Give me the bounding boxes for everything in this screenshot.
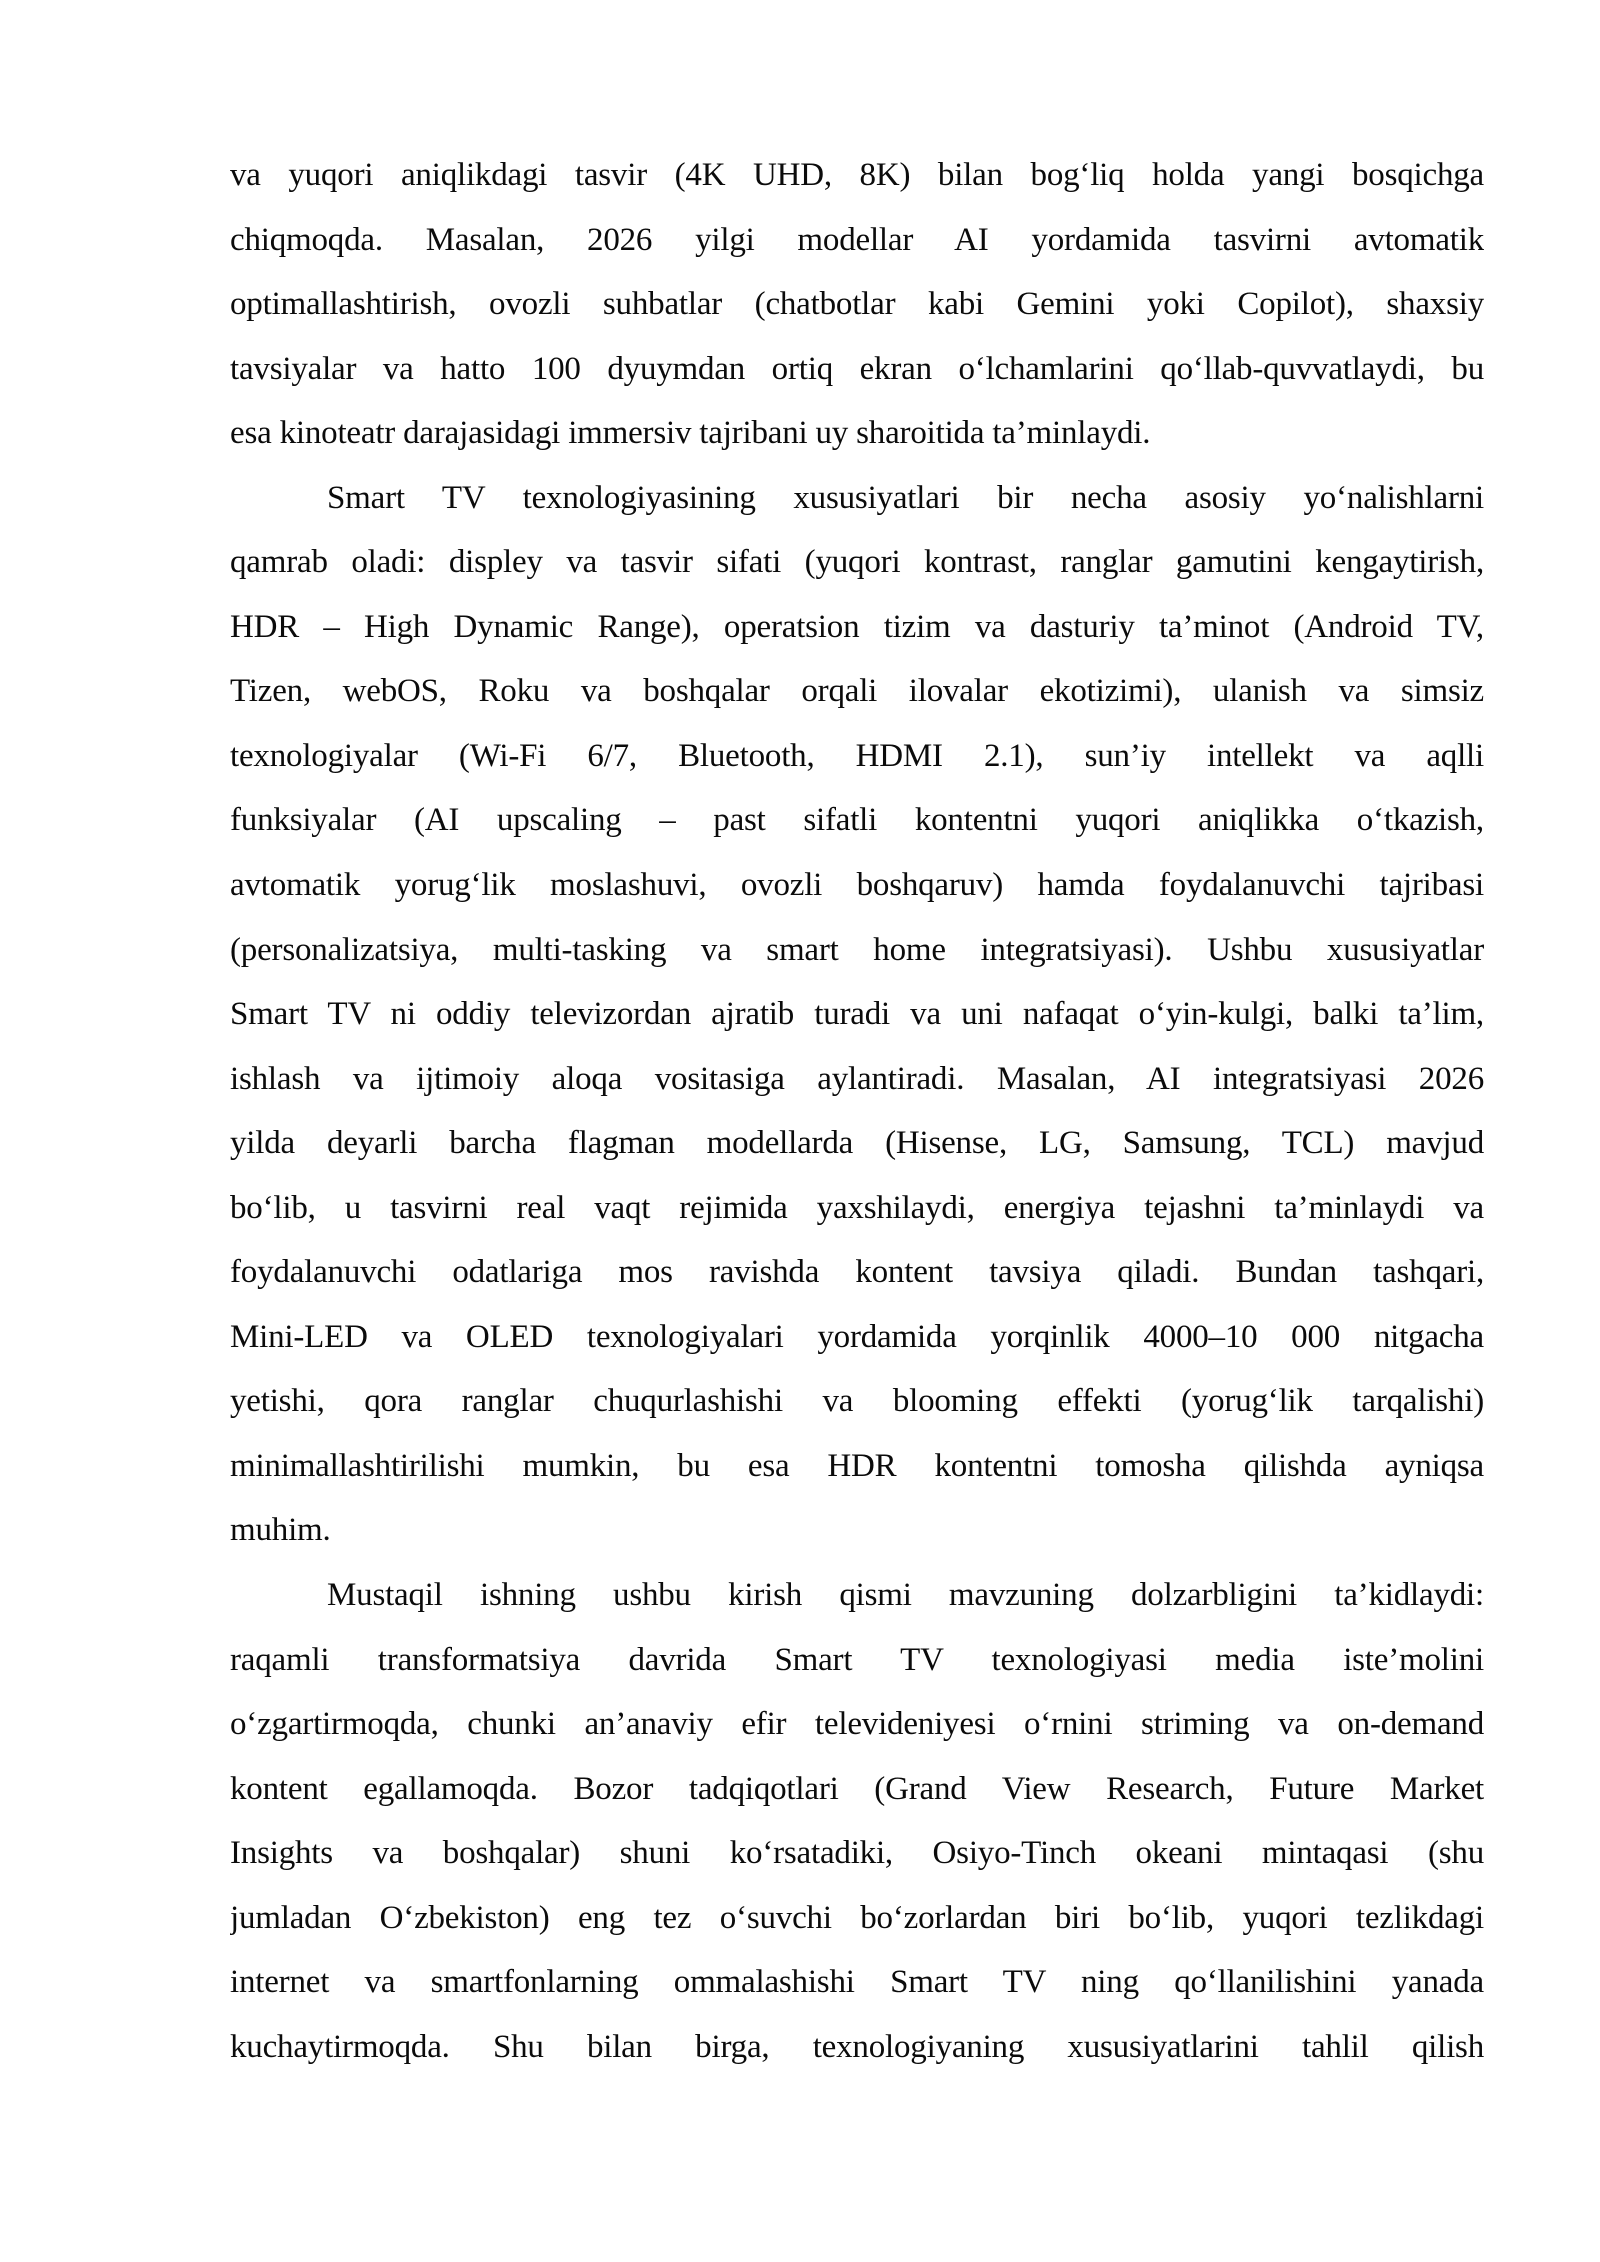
text-line: yilda deyarli barcha flagman modellarda (Hisense, LG, Samsung, TCL) mavjud bbox=[230, 1125, 1484, 1162]
text-line: Mustaqil ishning ushbu kirish qismi mavzuning dolzarbligini ta’kidlaydi: bbox=[327, 1577, 1484, 1614]
text-line: boʻlib, u tasvirni real vaqt rejimida yaxshilaydi, energiya tejashni ta’minlaydi va bbox=[230, 1189, 1484, 1226]
text-line: jumladan Oʻzbekiston) eng tez oʻsuvchi boʻzorlardan biri boʻlib, yuqori tezlikdagi bbox=[230, 1899, 1484, 1936]
text-line: oʻzgartirmoqda, chunki an’anaviy efir televideniyesi oʻrnini striming va on-demand bbox=[230, 1706, 1484, 1743]
text-line: Insights va boshqalar) shuni koʻrsatadiki, Osiyo-Tinch okeani mintaqasi (shu bbox=[230, 1835, 1484, 1872]
text-line: kuchaytirmoqda. Shu bilan birga, texnologiyaning xususiyatlarini tahlil qilish bbox=[230, 2028, 1484, 2065]
text-line: esa kinoteatr darajasidagi immersiv tajribani uy sharoitida ta’minlaydi. bbox=[230, 415, 1151, 452]
text-line: yetishi, qora ranglar chuqurlashishi va blooming effekti (yorugʻlik tarqalishi) bbox=[230, 1383, 1484, 1420]
text-line: funksiyalar (AI upscaling – past sifatli kontentni yuqori aniqlikka oʻtkazish, bbox=[230, 802, 1484, 839]
text-line: internet va smartfonlarning ommalashishi Smart TV ning qoʻllanilishini yanada bbox=[230, 1964, 1484, 2001]
text-line: foydalanuvchi odatlariga mos ravishda kontent tavsiya qiladi. Bundan tashqari, bbox=[230, 1254, 1484, 1291]
text-line: va yuqori aniqlikdagi tasvir (4K UHD, 8K) bilan bogʻliq holda yangi bosqichga bbox=[230, 157, 1484, 193]
text-line: ishlash va ijtimoiy aloqa vositasiga aylantiradi. Masalan, AI integratsiyasi 2026 bbox=[230, 1060, 1484, 1097]
text-block bbox=[230, 143, 1484, 2079]
text-line: qamrab oladi: displey va tasvir sifati (yuqori kontrast, ranglar gamutini kengaytirish, bbox=[230, 544, 1484, 581]
text-line: Mini-LED va OLED texnologiyalari yordamida yorqinlik 4000–10 000 nitgacha bbox=[230, 1318, 1484, 1355]
text-line: minimallashtirilishi mumkin, bu esa HDR kontentni tomosha qilishda ayniqsa bbox=[230, 1447, 1484, 1484]
text-line: Tizen, webOS, Roku va boshqalar orqali ilovalar ekotizimi), ulanish va simsiz bbox=[230, 673, 1484, 710]
text-line: raqamli transformatsiya davrida Smart TV texnologiyasi media iste’molini bbox=[230, 1641, 1484, 1678]
text-line: tavsiyalar va hatto 100 dyuymdan ortiq ekran oʻlchamlarini qoʻllab-quvvatlaydi, bu bbox=[230, 350, 1484, 387]
text-line: chiqmoqda. Masalan, 2026 yilgi modellar AI yordamida tasvirni avtomatik bbox=[230, 221, 1484, 258]
text-line: optimallashtirish, ovozli suhbatlar (chatbotlar kabi Gemini yoki Copilot), shaxsiy bbox=[230, 286, 1484, 323]
text-line: texnologiyalar (Wi-Fi 6/7, Bluetooth, HDMI 2.1), sun’iy intellekt va aqlli bbox=[230, 737, 1484, 774]
text-line: HDR – High Dynamic Range), operatsion tizim va dasturiy ta’minot (Android TV, bbox=[230, 608, 1484, 645]
text-line: muhim. bbox=[230, 1512, 331, 1549]
text-line: Smart TV texnologiyasining xususiyatlari bir necha asosiy yoʻnalishlarni bbox=[327, 479, 1484, 516]
text-line: kontent egallamoqda. Bozor tadqiqotlari (Grand View Research, Future Market bbox=[230, 1770, 1484, 1807]
paragraph bbox=[230, 143, 1484, 466]
text-line: Smart TV ni oddiy televizordan ajratib turadi va uni nafaqat oʻyin-kulgi, balki ta’lim, bbox=[230, 996, 1484, 1033]
text-line: (personalizatsiya, multi-tasking va smart home integratsiyasi). Ushbu xususiyatlar bbox=[230, 931, 1484, 968]
paragraph bbox=[230, 1563, 1484, 2079]
paragraph bbox=[230, 466, 1484, 1563]
text-line: avtomatik yorugʻlik moslashuvi, ovozli boshqaruv) hamda foydalanuvchi tajribasi bbox=[230, 867, 1484, 904]
